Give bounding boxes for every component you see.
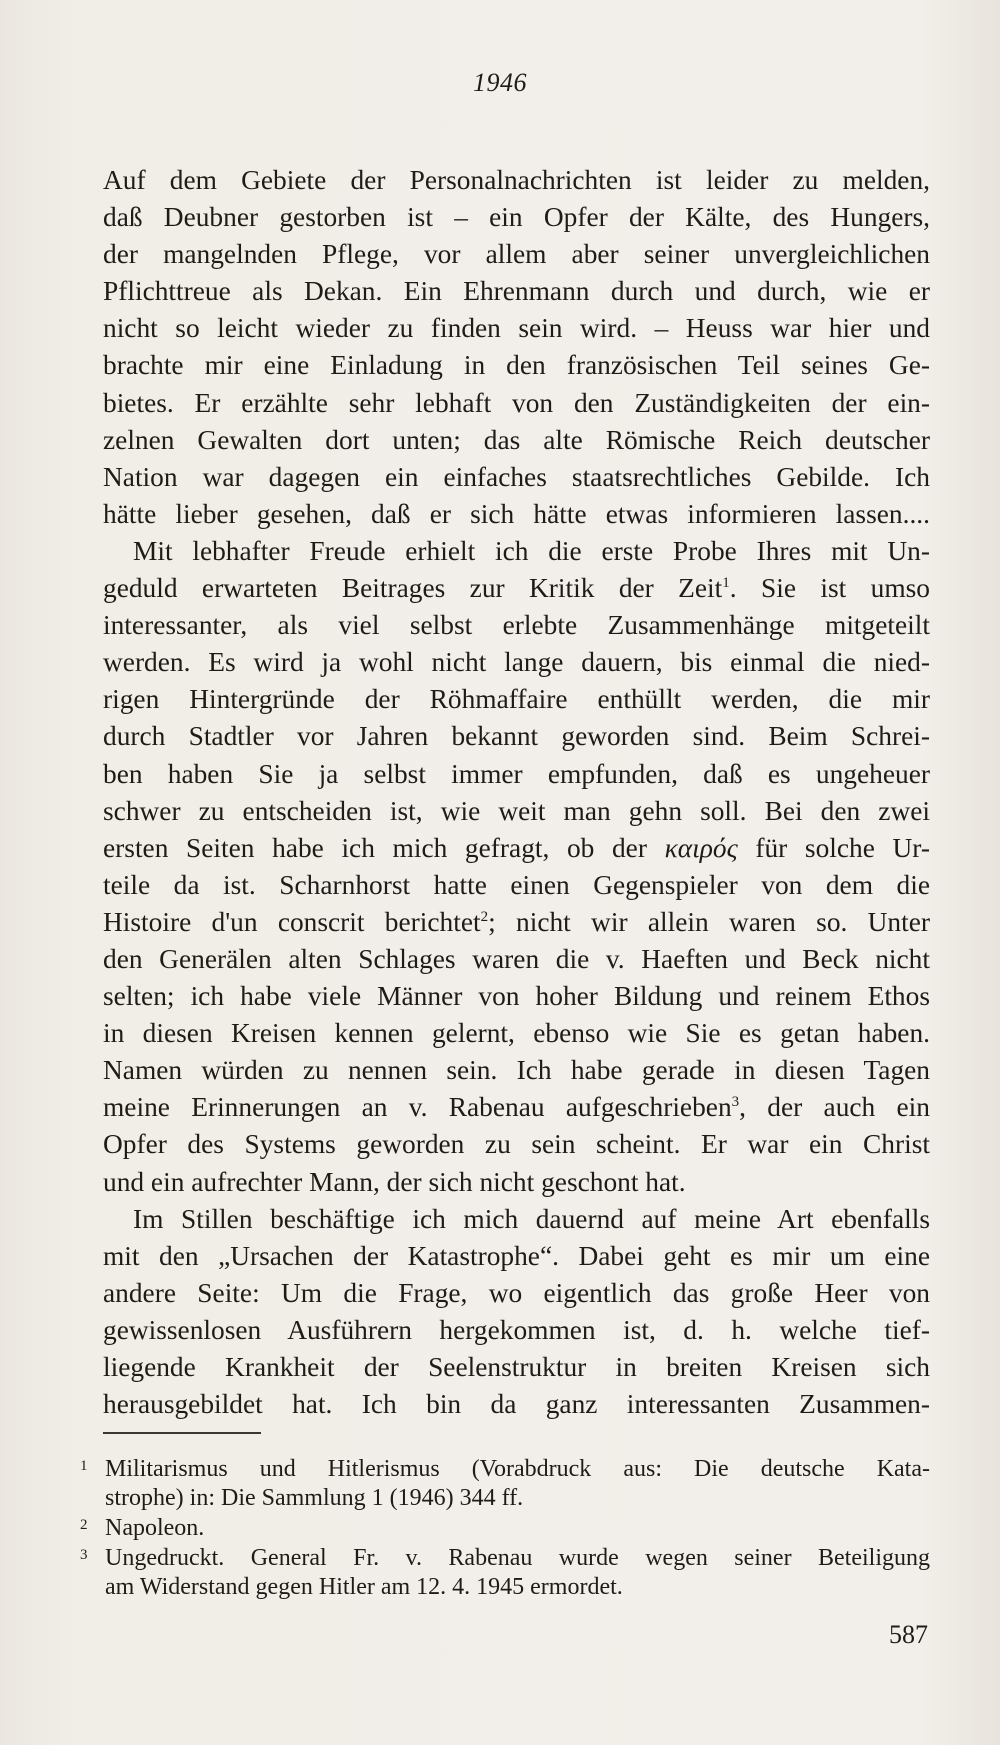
text-line: brachte mir eine Einladung in den französischen Teil seines Ge- [103,350,930,381]
text-line: Mit lebhafter Freude erhielt ich die erste Probe Ihres mit Un- [133,535,930,566]
text-line [103,904,930,941]
text-line: herausgebildet hat. Ich bin da ganz interessanten Zusammen- [103,1389,930,1420]
text-line: in diesen Kreisen kennen gelernt, ebenso wie Sie es getan haben. [103,1018,930,1049]
text-line: nicht so leicht wieder zu finden sein wird. – Heuss war hier und [103,313,930,344]
text-line: selten; ich habe viele Männer von hoher Bildung und reinem Ethos [103,981,930,1012]
footnote-number: 1 [80,1458,88,1474]
page-number: 587 [889,1620,928,1649]
text-line: Opfer des Systems geworden zu sein scheint. Er war ein Christ [103,1129,930,1160]
text-line: Im Stillen beschäftige ich mich dauernd auf meine Art ebenfalls [133,1203,930,1234]
text-line: gewissenlosen Ausführern hergekommen ist, d. h. welche tief- [103,1314,930,1345]
text-line: mit den „Ursachen der Katastrophe“. Dabei geht es mir um eine [103,1240,930,1271]
footnote-divider [103,1432,261,1434]
text-line: werden. Es wird ja wohl nicht lange dauern, bis einmal die nied- [103,647,930,678]
text-fragment: ; nicht wir allein waren so. Unter [488,906,931,937]
footnote-text [105,1544,930,1602]
text-line: interessanter, als viel selbst erlebte Zusammenhänge mitgeteilt [103,610,930,641]
footnote-text [105,1514,930,1543]
footnote-line: am Widerstand gegen Hitler am 12. 4. 1945 ermordet. [105,1574,623,1600]
text-line: liegende Krankheit der Seelenstruktur in breiten Kreisen sich [103,1352,930,1382]
text-line: der mangelnden Pflege, vor allem aber seiner unvergleichlichen [103,239,930,270]
text-line: daß Deubner gestorben ist – ein Opfer der Kälte, des Hungers, [103,202,930,233]
text-fragment: Histoire d'un conscrit berichtet [103,906,481,937]
text-line [103,1089,930,1126]
text-fragment: , der auch ein [739,1092,930,1123]
text-fragment: meine Erinnerungen an v. Rabenau aufgeschrieben [103,1092,732,1123]
text-line: durch Stadtler vor Jahren bekannt geworden sind. Beim Schrei- [103,721,930,752]
text-line: teile da ist. Scharnhorst hatte einen Gegenspieler von dem die [103,869,930,900]
footnote-text [105,1455,930,1513]
text-fragment: ersten Seiten habe ich mich gefragt, ob der [103,832,647,863]
footnote-3 [80,1544,930,1602]
text-line [103,830,930,867]
text-line: Auf dem Gebiete der Personalnachrichten ist leider zu melden, [103,165,930,195]
text-fragment: geduld erwarteten Beitrages zur Kritik der Zeit [103,573,723,604]
text-line: und ein aufrechter Mann, der sich nicht geschont hat. [103,1166,686,1197]
footnote-ref[interactable]: 2 [480,908,489,925]
text-line [103,570,930,607]
text-line: andere Seite: Um die Frage, wo eigentlich das große Heer von [103,1277,930,1308]
footnote-number: 2 [80,1517,88,1533]
text-line: Pflichttreue als Dekan. Ein Ehrenmann durch und durch, wie er [103,276,930,307]
text-line: zelnen Gewalten dort unten; das alte Römische Reich deutscher [103,424,930,455]
text-line: den Generälen alten Schlages waren die v. Haeften und Beck nicht [103,943,930,974]
footnote-line: Militarismus und Hitlerismus (Vorabdruck aus: Die deutsche Kata- [105,1456,930,1482]
footnote-ref[interactable]: 1 [722,574,730,591]
footnote-line: Ungedruckt. General Fr. v. Rabenau wurde wegen seiner Beteiligung [105,1545,930,1571]
text-line: ben haben Sie ja selbst immer empfunden, daß es ungeheuer [103,758,930,789]
text-fragment: . Sie ist umso [729,573,930,604]
footnote-line: strophe) in: Die Sammlung 1 (1946) 344 ff. [105,1485,524,1511]
text-line: schwer zu entscheiden ist, wie weit man gehn soll. Bei den zwei [103,795,930,826]
footnote-number: 3 [80,1547,88,1563]
footnotes [80,1455,930,1603]
footnote-2 [80,1514,930,1543]
running-header-year: 1946 [473,68,527,97]
text-line: bietes. Er erzählte sehr lebhaft von den Zuständigkeiten der ein- [103,387,930,418]
footnote-line: Napoleon. [105,1515,205,1541]
text-line: hätte lieber gesehen, daß er sich hätte etwas informieren lassen.... [103,498,930,529]
footnote-1 [80,1455,930,1513]
text-line: Namen würden zu nennen sein. Ich habe gerade in diesen Tagen [103,1055,930,1086]
footnote-ref[interactable]: 3 [731,1094,740,1111]
text-line: Nation war dagegen ein einfaches staatsrechtliches Gebilde. Ich [103,461,930,492]
greek-word: καιρός [664,832,738,863]
text-line: rigen Hintergründe der Röhmaffaire enthüllt werden, die mir [103,684,930,715]
body-text [103,162,930,1423]
text-fragment: für solche Ur- [755,832,930,863]
